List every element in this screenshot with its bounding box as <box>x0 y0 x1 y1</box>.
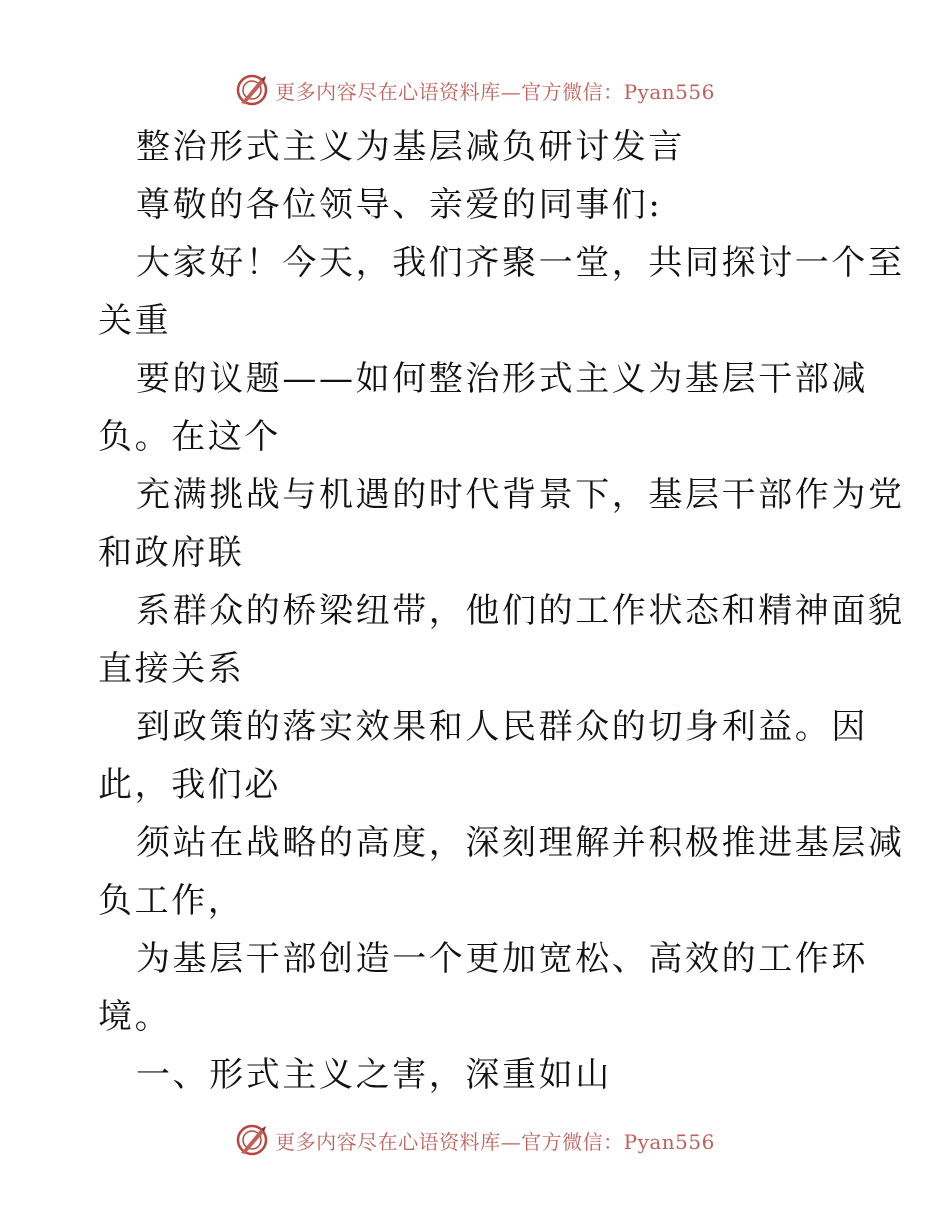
text-line: 负。在这个 <box>98 417 281 457</box>
text-line: 到政策的落实效果和人民群众的切身利益。因 <box>136 707 868 747</box>
text-line: 整治形式主义为基层减负研讨发言 <box>136 127 685 167</box>
text-line: 此，我们必 <box>98 765 281 805</box>
text-line: 尊敬的各位领导、亲爱的同事们: <box>136 185 663 225</box>
text-line: 境。 <box>98 997 172 1037</box>
text-line: 负工作， <box>98 881 245 921</box>
footer-text: 更多内容尽在心语资料库—官方微信：Pyan556 <box>275 1129 715 1154</box>
text-line: 直接关系 <box>98 649 245 689</box>
document-body <box>98 118 905 1104</box>
text-line: 须站在战略的高度，深刻理解并积极推进基层减 <box>136 823 905 863</box>
text-line: 充满挑战与机遇的时代背景下，基层干部作为党 <box>136 475 905 515</box>
text-line: 关重 <box>98 301 172 341</box>
text-line: 大家好！今天，我们齐聚一堂，共同探讨一个至 <box>136 243 905 283</box>
quill-logo-icon <box>235 1123 269 1157</box>
text-line: 系群众的桥梁纽带，他们的工作状态和精神面貌 <box>136 591 905 631</box>
text-line: 为基层干部创造一个更加宽松、高效的工作环 <box>136 939 868 979</box>
text-line: 和政府联 <box>98 533 245 573</box>
text-line: 一、形式主义之害，深重如山 <box>136 1055 612 1095</box>
text-line: 要的议题——如何整治形式主义为基层干部减 <box>136 359 868 399</box>
footer-banner <box>0 1120 950 1160</box>
header-text: 更多内容尽在心语资料库—官方微信：Pyan556 <box>275 79 715 104</box>
quill-logo-icon <box>235 73 269 107</box>
header-banner <box>0 70 950 110</box>
